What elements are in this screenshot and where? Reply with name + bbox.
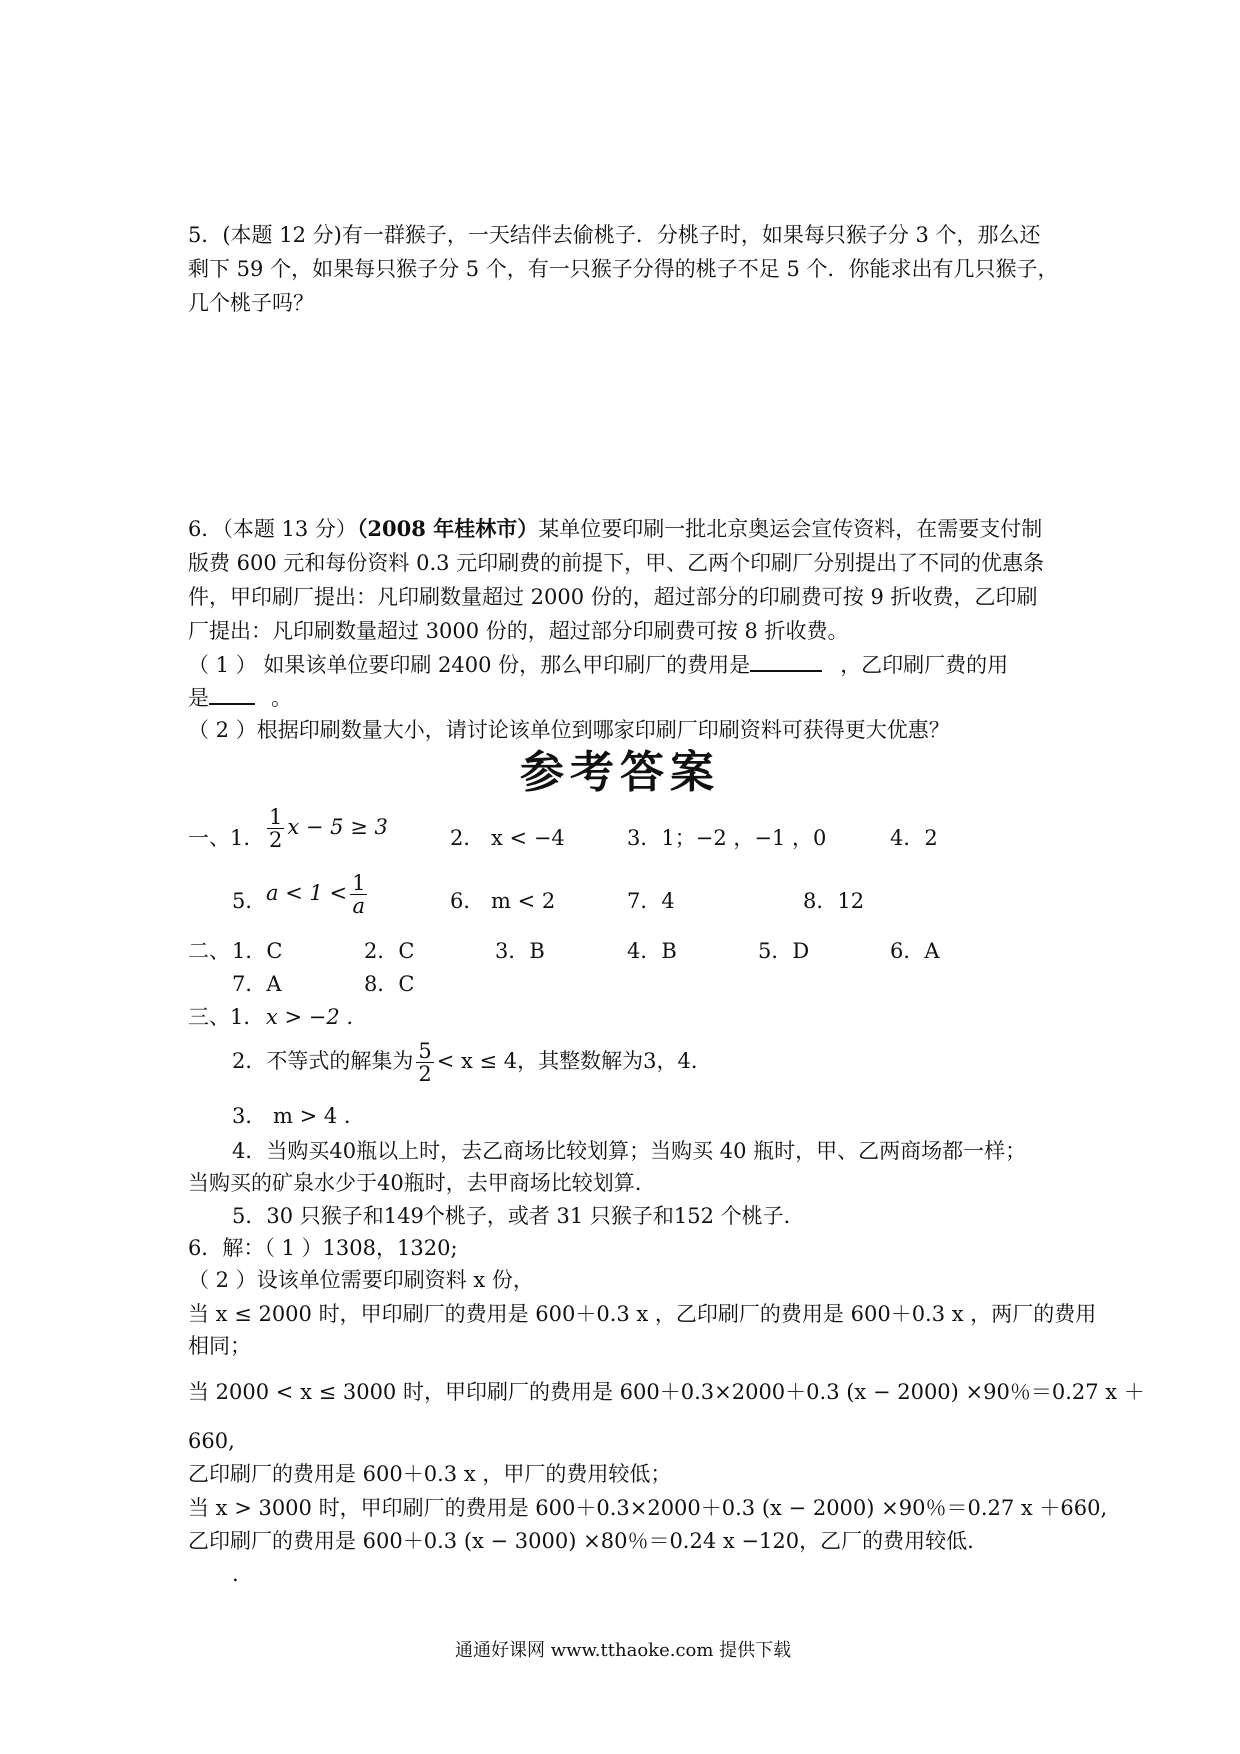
sec3-label: 三、1. bbox=[188, 1005, 251, 1029]
q6-part2: （ 2 ）根据印刷数量大小，请讨论该单位到哪家印刷厂印刷资料可获得更大优惠？ bbox=[188, 718, 950, 742]
q5-line1: 5．(本题 12 分)有一群猴子，一天结伴去偷桃子．分桃子时，如果每只猴子分 3 个，那么还 bbox=[188, 223, 1041, 247]
sec2-answer: 3．B bbox=[495, 939, 545, 963]
sec2-answer: 4．B bbox=[627, 939, 677, 963]
sol6-dot: . bbox=[232, 1562, 239, 1586]
sec3-answer2-post: < x ≤ 4，其整数解为3，4． bbox=[436, 1049, 712, 1073]
q6-line4: 厂提出：凡印刷数量超过 3000 份的，超过部分印刷费可按 8 折收费。 bbox=[188, 619, 849, 643]
sec1-answer4: 4．2 bbox=[890, 826, 938, 850]
sec1-answer5 bbox=[266, 872, 370, 917]
sol6-line1: 6．解：（ 1 ）1308，1320; bbox=[188, 1236, 458, 1260]
q6-line3: 件，甲印刷厂提出：凡印刷数量超过 2000 份的，超过部分的印刷费可按 9 折收费，乙印刷 bbox=[188, 585, 1038, 609]
sec3-answer1: x > −2 . bbox=[266, 1005, 354, 1029]
sol6-line2: （ 2 ）设该单位需要印刷资料 x 份， bbox=[188, 1268, 534, 1292]
sec2-answer: 8．C bbox=[364, 972, 415, 996]
q6-part1-c: 是 bbox=[188, 686, 209, 710]
sec3-answer2-pre: 2．不等式的解集为 bbox=[232, 1049, 414, 1073]
sec1-answer3: 3．1；−2 ，−1 ，0 bbox=[627, 826, 827, 850]
q6-source: （2008 年桂林市） bbox=[356, 516, 539, 541]
sol6-line3: 当 x ≤ 2000 时，甲印刷厂的费用是 600＋0.3 x ，乙印刷厂的费用是 600＋0.3 x ，两厂的费用 bbox=[188, 1302, 1097, 1326]
page-footer: 通通好课网 www.tthaoke.com 提供下载 bbox=[455, 1640, 792, 1661]
q6-part1-a: （ 1 ） 如果该单位要印刷 2400 份，那么甲印刷厂的费用是 bbox=[188, 653, 751, 677]
sec2-answer: 1．C bbox=[232, 939, 283, 963]
q6-line2: 版费 600 元和每份资料 0.3 元印刷费的前提下，甲、乙两个印刷厂分别提出了不同的优惠条 bbox=[188, 551, 1045, 575]
q6-part1 bbox=[188, 649, 1008, 681]
sol6-line7: 乙印刷厂的费用是 600＋0.3 x ，甲厂的费用较低； bbox=[188, 1462, 672, 1486]
sec2-label: 二、 bbox=[188, 939, 230, 963]
fraction: $\frac{1}{a}$ bbox=[352, 871, 366, 918]
sec3-answer5: 5．30 只猴子和149个桃子，或者 31 只猴子和152 个桃子． bbox=[232, 1204, 805, 1228]
sec2-answer: 6．A bbox=[890, 939, 940, 963]
q6-part1-b: ，乙印刷厂费的用 bbox=[840, 653, 1009, 677]
sec1-answer1 bbox=[264, 806, 388, 851]
q6-part1-d: 。 bbox=[271, 686, 292, 710]
answer-blank-2 bbox=[209, 685, 255, 705]
fraction: $\frac{1}{2}$ bbox=[269, 805, 283, 852]
q5-line3: 几个桃子吗？ bbox=[188, 291, 314, 315]
q6-part1-cont bbox=[188, 682, 292, 714]
sol6-line9: 乙印刷厂的费用是 600＋0.3 (x − 3000) ×80％＝0.24 x −120，乙厂的费用较低. bbox=[188, 1529, 974, 1553]
sol6-line5: 当 2000 < x ≤ 3000 时，甲印刷厂的费用是 600＋0.3×2000＋0.3 (x − 2000) ×90％＝0.27 x ＋ bbox=[188, 1380, 1145, 1404]
sec1-label: 一、1. bbox=[188, 826, 251, 850]
sec1-answer1-rest: x − 5 ≥ 3 bbox=[287, 815, 388, 839]
sec2-answer: 2．C bbox=[364, 939, 415, 963]
sec2-answer: 7．A bbox=[232, 972, 282, 996]
sec3-answer4-line2: 当购买的矿泉水少于40瓶时，去甲商场比较划算. bbox=[188, 1171, 642, 1195]
sec1-answer7: 7．4 bbox=[627, 889, 675, 913]
sol6-line8: 当 x > 3000 时，甲印刷厂的费用是 600＋0.3×2000＋0.3 (x − 2000) ×90％＝0.27 x ＋660, bbox=[188, 1496, 1108, 1520]
sec2-answer: 5．D bbox=[758, 939, 810, 963]
sol6-line6: 660, bbox=[188, 1429, 235, 1453]
q6-line1-rest: 某单位要印刷一批北京奥运会宣传资料，在需要支付制 bbox=[538, 517, 1043, 541]
sec3-answer3: 3． m > 4 . bbox=[232, 1104, 351, 1128]
sec1-answer5-pre: a < 1 < bbox=[266, 881, 348, 905]
fraction: $\frac{5}{2}$ bbox=[418, 1039, 432, 1086]
sec1-answer5-label: 5． bbox=[232, 889, 267, 913]
q5-line2: 剩下 59 个，如果每只猴子分 5 个，有一只猴子分得的桃子不足 5 个．你能求出有几只猴子， bbox=[188, 257, 1059, 281]
sol6-line4: 相同； bbox=[188, 1334, 251, 1358]
sec1-answer8: 8．12 bbox=[803, 889, 865, 913]
sec3-answer4-line1: 4．当购买40瓶以上时，去乙商场比较划算；当购买 40 瓶时，甲、乙两商场都一样； bbox=[232, 1139, 1027, 1163]
answer-blank-1 bbox=[750, 652, 822, 672]
q6-prefix: 6．（本题 13 分） bbox=[188, 517, 357, 541]
sec1-answer2: 2． x < −4 bbox=[450, 826, 565, 850]
sec3-answer2 bbox=[232, 1040, 712, 1085]
q6-line1 bbox=[188, 513, 1042, 545]
sec1-answer6: 6． m < 2 bbox=[450, 889, 556, 913]
answer-title: 参考答案 bbox=[520, 747, 720, 798]
